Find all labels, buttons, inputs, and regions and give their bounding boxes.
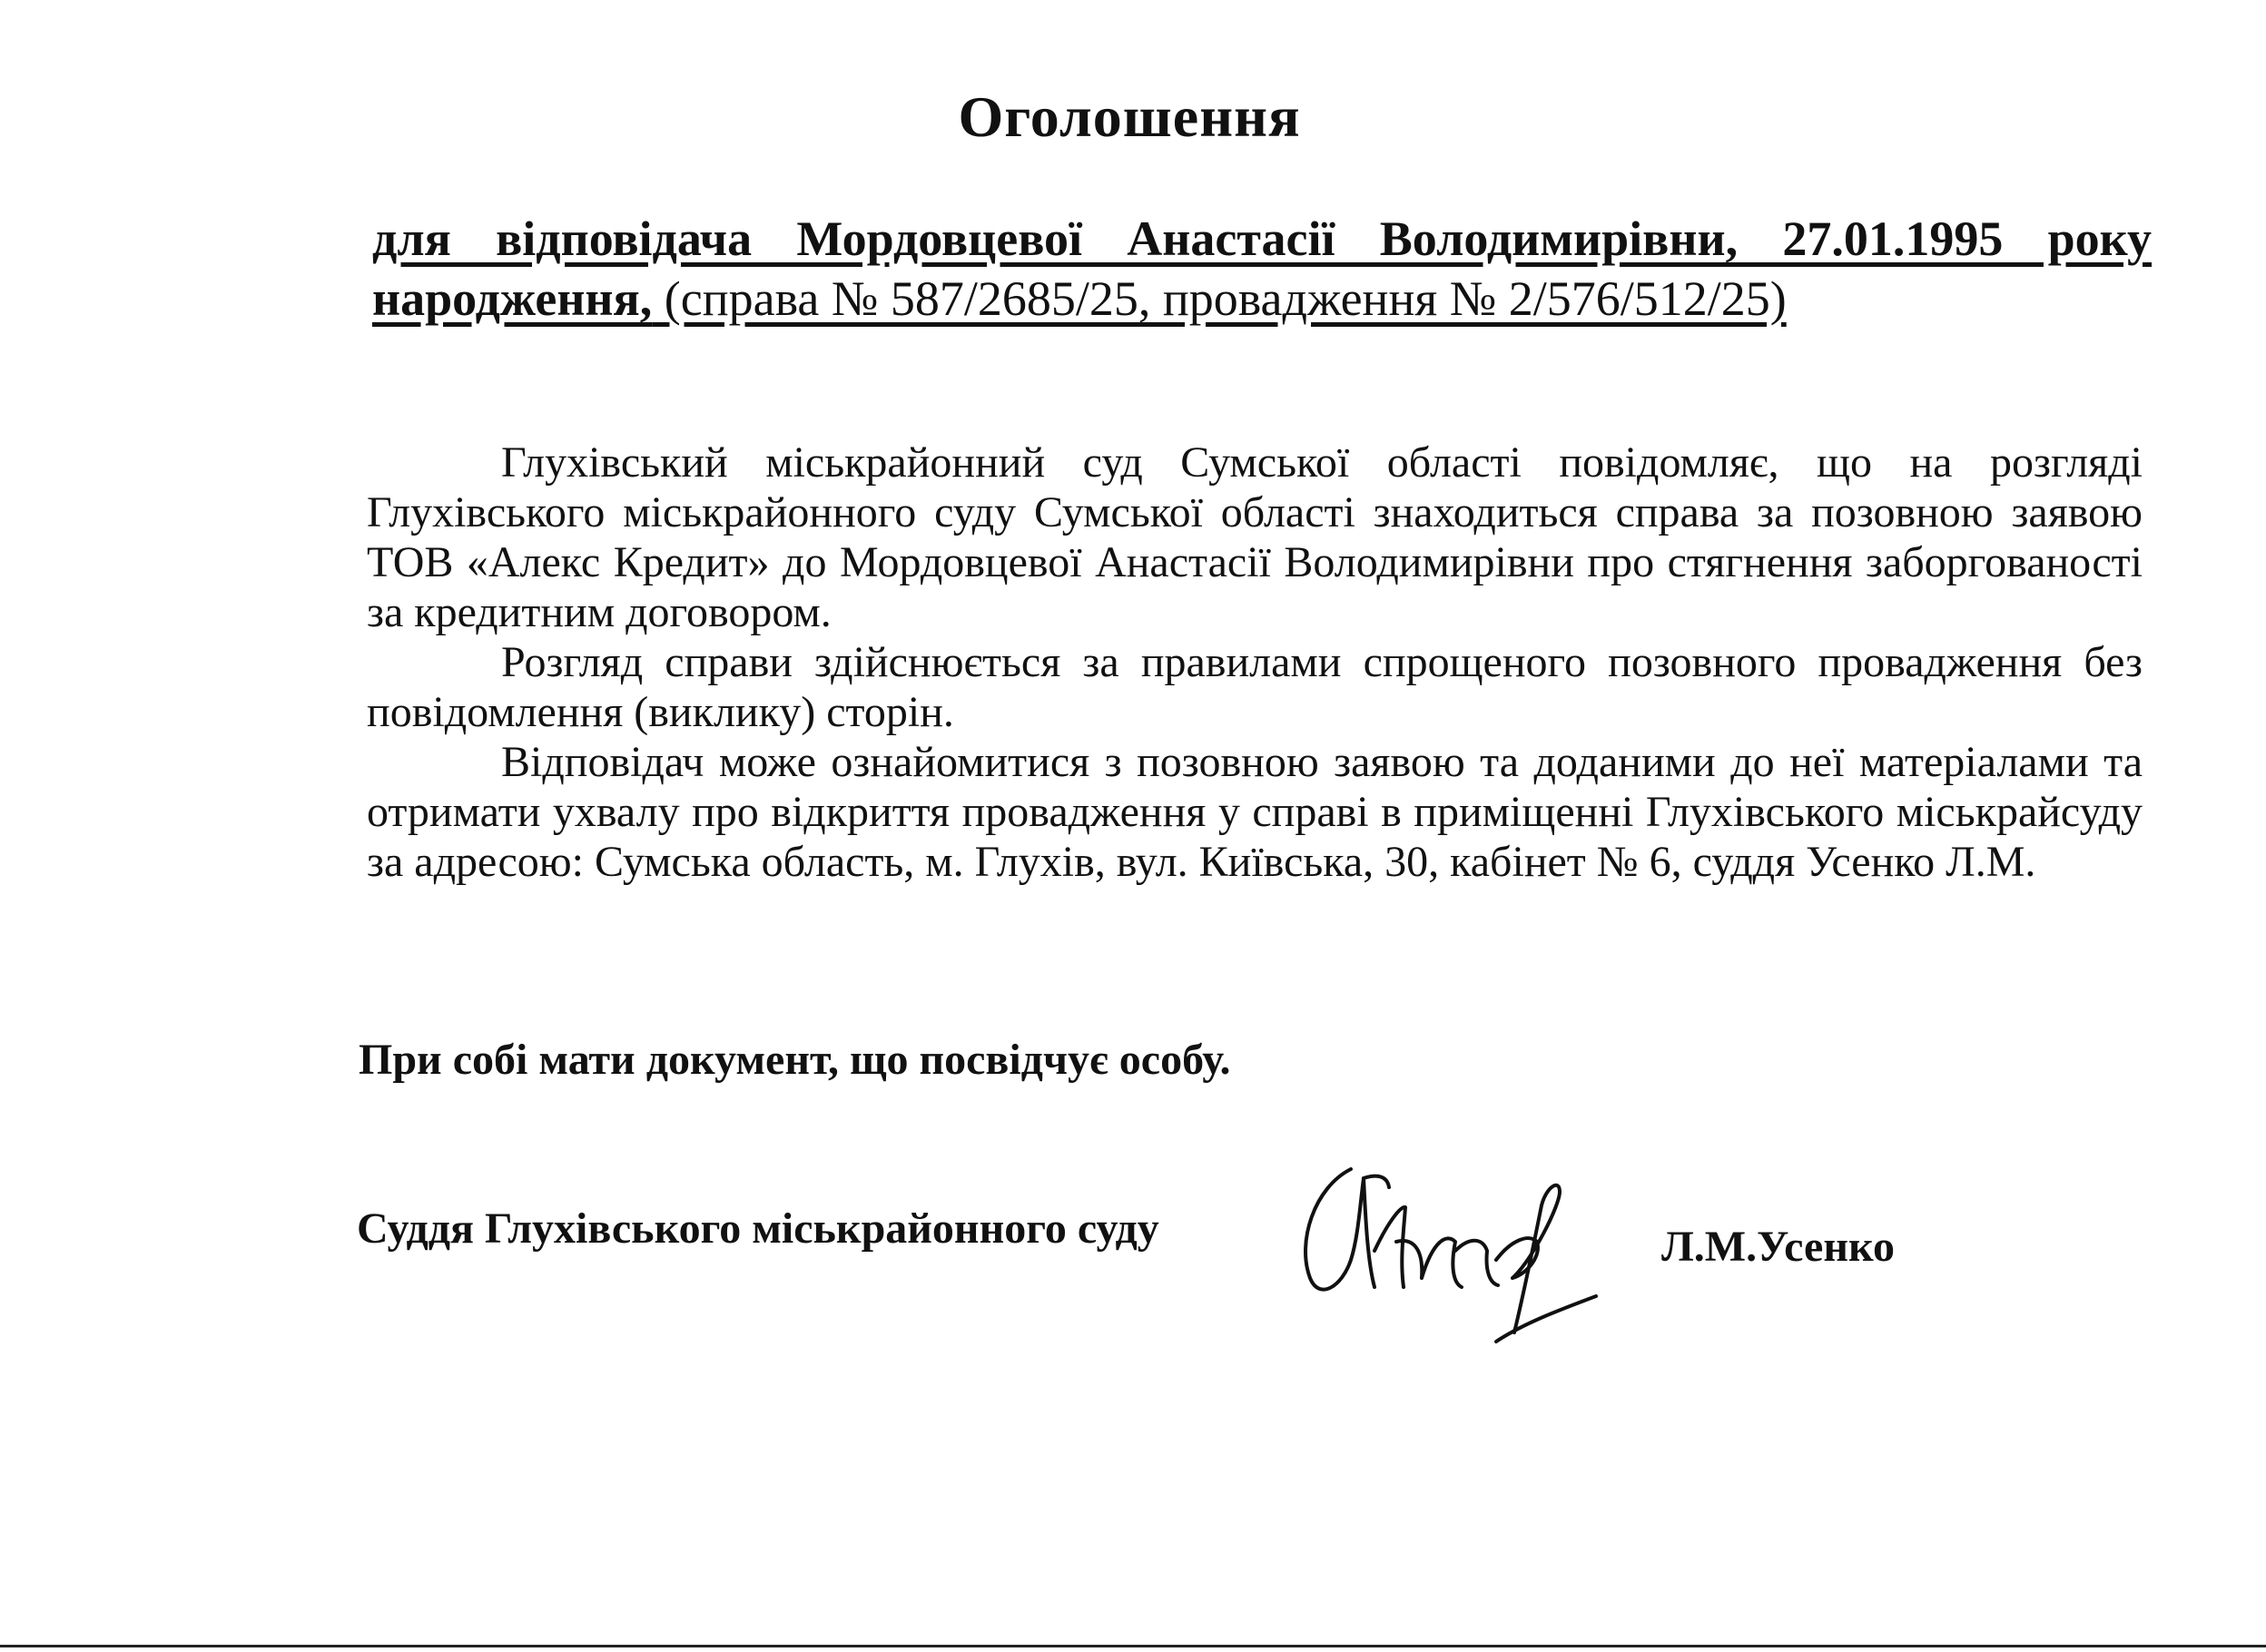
judge-name: Л.М.Усенко [1661,1223,1895,1271]
document-subtitle [372,209,2152,329]
judge-title: Суддя Глухівського міськрайонного суду [357,1205,1159,1253]
subtitle-case-numbers: (справа № 587/2685/25, провадження № 2/576/512/25) [652,271,1787,326]
notice-body [367,438,2143,887]
document-title: Оголошення [958,84,1301,149]
scan-edge-line [0,1645,2266,1647]
paragraph-court-notice: Глухівський міськрайонний суд Сумської області повідомляє, що на розгляді Глухівського міськрайонного суду Сумської області знаходиться справа за позовною заявою ТОВ «Алекс Кредит» до Мордовцевої Анастасії Володимирівни про стягнення заборгованості за кредитним договором. [367,438,2143,636]
handwritten-signature [1287,1151,1605,1351]
paragraph-access-materials: Відповідач може ознайомитися з позовною заявою та доданими до неї матеріалами та отримати ухвалу про відкриття провадження у справі в приміщенні Глухівського міськрайсуду за адресою: Сумська область, м. Глухів, вул. Київська, 30, кабінет № 6, суддя Усенко Л.М. [367,738,2143,886]
paragraph-procedure: Розгляд справи здійснюється за правилами спрощеного позовного провадження без повідомлення (виклику) сторін. [367,638,2143,736]
subtitle-addressee: для відповідача Мордовцевої Анастасії Володимирівни, 27.01.1995 року народження, [372,211,2152,326]
identity-document-note: При собі мати документ, що посвідчує особу. [359,1036,1231,1084]
